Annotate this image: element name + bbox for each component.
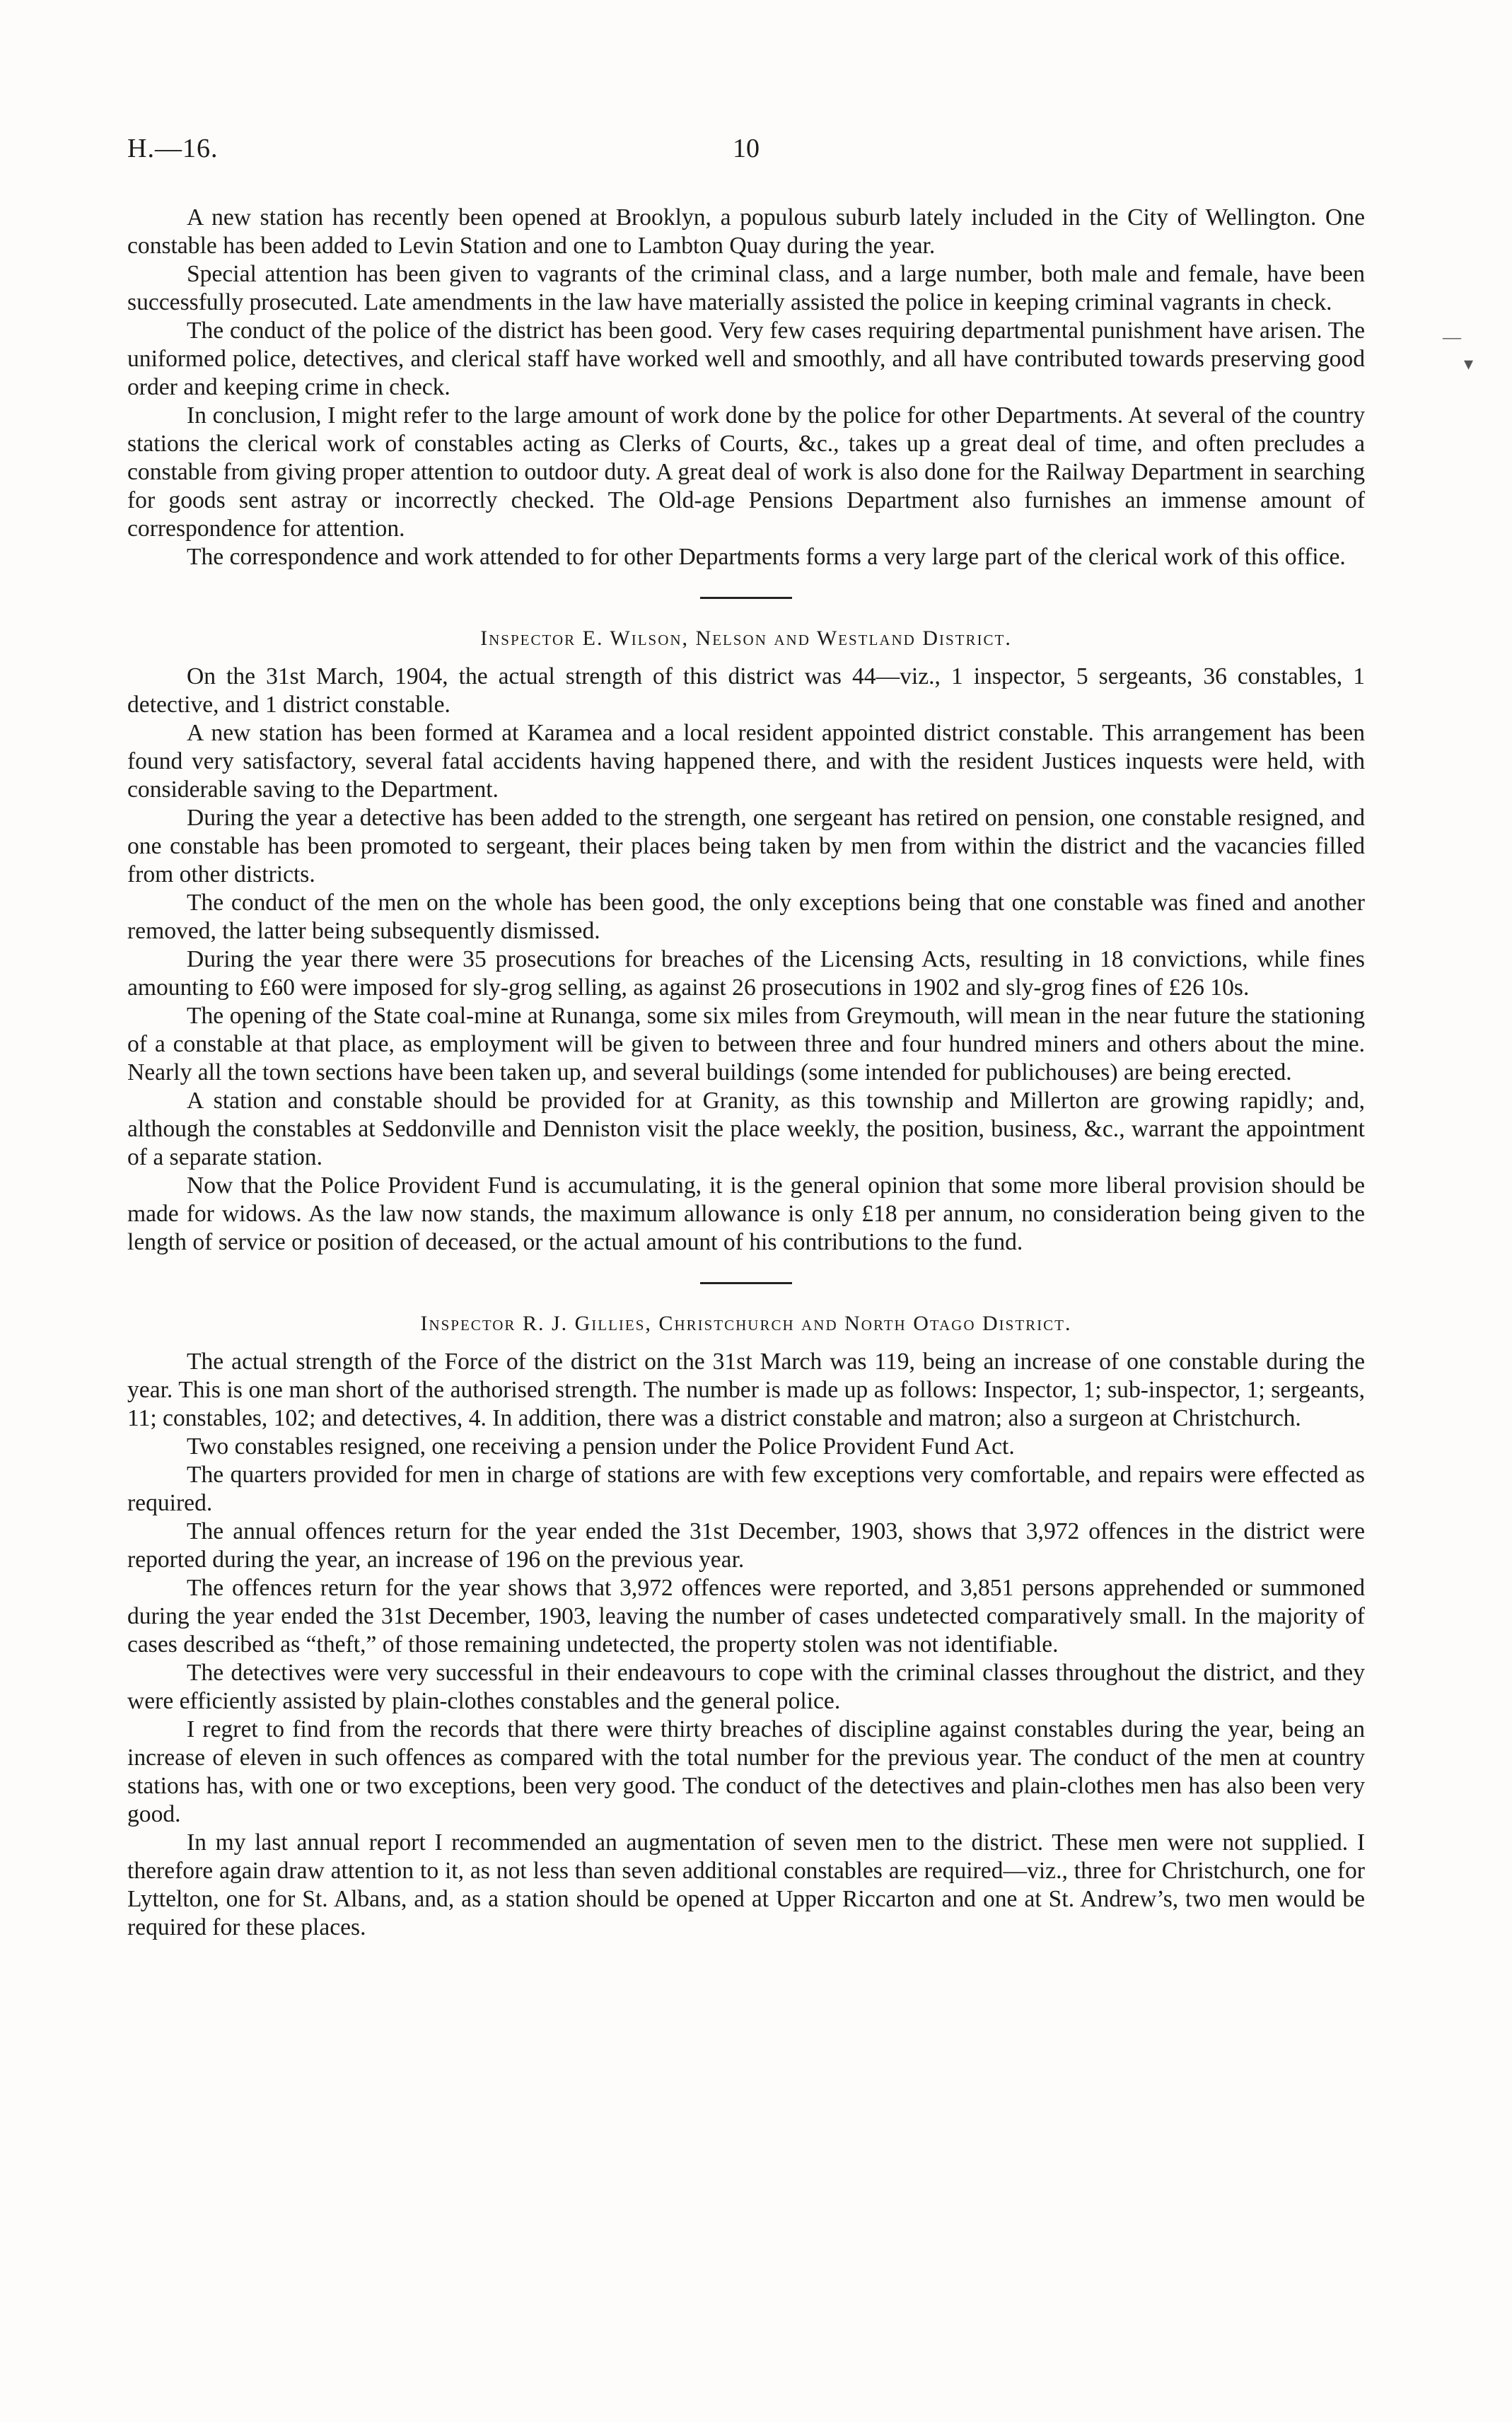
paragraph: The offences return for the year shows that 3,972 offences were reported, and 3,851 persons apprehended or summoned during the year ended the 31st December, 1903, leaving the number of cases undetected comparatively small. In the majority of cases described as “theft,” of those remaining undetected, the property stolen was not identifiable. — [127, 1575, 1365, 1658]
section-title: Inspector E. Wilson, Nelson and Westland District. — [480, 627, 1012, 650]
paragraph: During the year a detective has been added to the strength, one sergeant has retired on pension, one constable resigned, and one constable has been promoted to sergeant, their places being taken by men from within the district and the vacancies filled from other districts. — [127, 805, 1365, 887]
paragraph: The annual offences return for the year ended the 31st December, 1903, shows that 3,972 offences in the district were reported during the year, an increase of 196 on the previous year. — [127, 1518, 1365, 1573]
paragraph: During the year there were 35 prosecutions for breaches of the Licensing Acts, resulting in 18 convictions, while fines amounting to £60 were imposed for sly-grog selling, as against 26 prosecutions in 1902 and sly-grog fines of £26 10s. — [127, 946, 1365, 1001]
paragraph: In my last annual report I recommended an augmentation of seven men to the district. These men were not supplied. I therefore again draw attention to it, as not less than seven additional constables are required—viz., three for Christchurch, one for Lyttelton, one for St. Albans, and, as a station should be opened at Upper Riccarton and one at St. Andrew’s, two men would be required for these places. — [127, 1829, 1365, 1940]
paragraph: Two constables resigned, one receiving a pension under the Police Provident Fund Act. — [187, 1433, 1015, 1460]
paragraph: The correspondence and work attended to for other Departments forms a very large part of the clerical work of this office. — [187, 544, 1346, 570]
section-title: Inspector R. J. Gillies, Christchurch and North Otago District. — [420, 1312, 1072, 1335]
paragraph: Special attention has been given to vagrants of the criminal class, and a large number, both male and female, have been successfully prosecuted. Late amendments in the law have materially assisted the police in keeping criminal vagrants in check. — [127, 261, 1365, 315]
document-reference: H.—16. — [127, 134, 219, 163]
margin-dash-mark: — — [1443, 327, 1461, 347]
section-divider — [700, 597, 792, 599]
paragraph: The conduct of the police of the district has been good. Very few cases requiring departmental punishment have arisen. The uniformed police, detectives, and clerical staff have worked well and smoothly, and all have contributed towards preserving good order and keeping crime in check. — [127, 318, 1365, 400]
section-divider — [700, 1282, 792, 1284]
gillies-section — [127, 1310, 1365, 1942]
paragraph: On the 31st March, 1904, the actual strength of this district was 44—viz., 1 inspector, 5 sergeants, 36 constables, 1 detective, and 1 district constable. — [127, 663, 1365, 718]
paragraph: The conduct of the men on the whole has been good, the only exceptions being that one constable was fined and another removed, the latter being subsequently dismissed. — [127, 890, 1365, 944]
paragraph: A station and constable should be provided for at Granity, as this township and Millerton are growing rapidly; and, although the constables at Seddonville and Denniston visit the place weekly, the position, business, &c., warrant the appointment of a separate station. — [127, 1088, 1365, 1170]
intro-section — [127, 204, 1365, 571]
paragraph: The detectives were very successful in their endeavours to cope with the criminal classes throughout the district, and they were efficiently assisted by plain-clothes constables and the general police. — [127, 1660, 1365, 1714]
paragraph: Now that the Police Provident Fund is accumulating, it is the general opinion that some more liberal provision should be made for widows. As the law now stands, the maximum allowance is only £18 per annum, no consideration being given to the length of service or position of deceased, or the actual amount of his contributions to the fund. — [127, 1172, 1365, 1255]
document-body — [127, 204, 1365, 1942]
paragraph: A new station has been formed at Karamea and a local resident appointed district constable. This arrangement has been found very satisfactory, several fatal accidents having happened there, and with the resident Justices inquests were held, with considerable saving to the Department. — [127, 720, 1365, 803]
paragraph: The opening of the State coal-mine at Runanga, some six miles from Greymouth, will mean in the near future the stationing of a constable at that place, as employment will be given to between three and four hundred miners and others about the mine. Nearly all the town sections have been taken up, and several buildings (some intended for publichouses) are being erected. — [127, 1003, 1365, 1085]
page-number: 10 — [733, 134, 760, 163]
paragraph: A new station has recently been opened at Brooklyn, a populous suburb lately included in the City of Wellington. One constable has been added to Levin Station and one to Lambton Quay during the year. — [127, 204, 1365, 259]
paragraph: I regret to find from the records that there were thirty breaches of discipline against constables during the year, being an increase of eleven in such offences as compared with the total number for the previous year. The conduct of the men at country stations has, with one or two exceptions, been very good. The conduct of the detectives and plain-clothes men has also been very good. — [127, 1716, 1365, 1827]
wilson-section — [127, 624, 1365, 1257]
paragraph: The actual strength of the Force of the district on the 31st March was 119, being an increase of one constable during the year. This is one man short of the authorised strength. The number is made up as follows: Inspector, 1; sub-inspector, 1; sergeants, 11; constables, 102; and detectives, 4. In addition, there was a district constable and matron; also a surgeon at Christchurch. — [127, 1349, 1365, 1431]
page-header — [127, 133, 1365, 175]
paragraph: The quarters provided for men in charge of stations are with few exceptions very comfortable, and repairs were effected as required. — [127, 1462, 1365, 1516]
paragraph: In conclusion, I might refer to the large amount of work done by the police for other Departments. At several of the country stations the clerical work of constables acting as Clerks of Courts, &c., takes up a great deal of time, and often precludes a constable from giving proper attention to outdoor duty. A great deal of work is also done for the Railway Department in searching for goods sent astray or incorrectly checked. The Old-age Pensions Department also furnishes an immense amount of correspondence for attention. — [127, 402, 1365, 542]
margin-arrow-mark: ▾ — [1464, 354, 1474, 374]
